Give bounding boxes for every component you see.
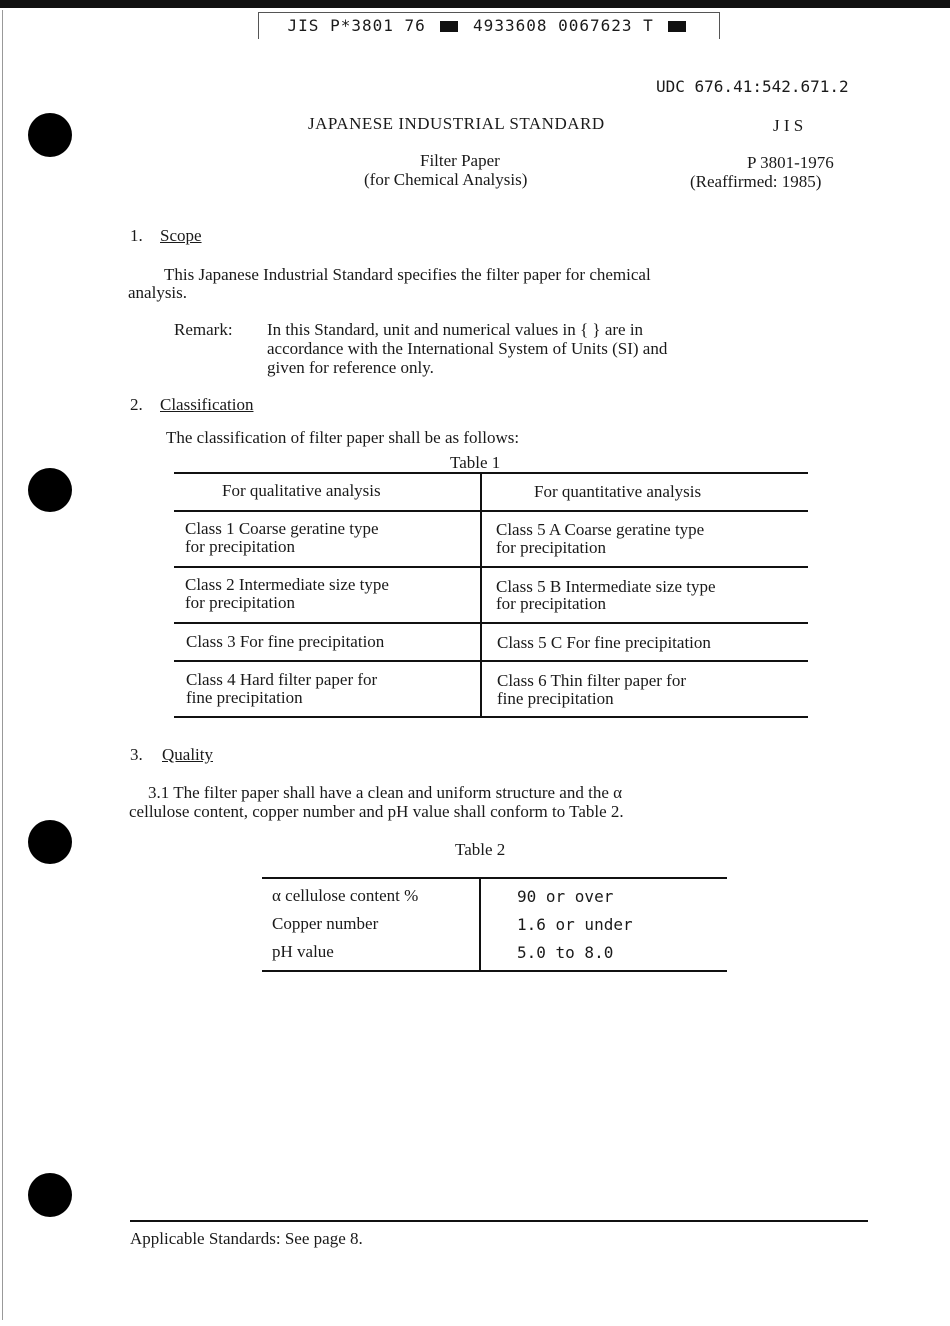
title-line-1: Filter Paper bbox=[420, 151, 500, 170]
quality-paragraph-line-1: 3.1 The filter paper shall have a clean and uniform structure and the α bbox=[148, 783, 623, 802]
table-1-cell: Class 4 Hard filter paper for bbox=[186, 670, 378, 689]
table-1-cell: fine precipitation bbox=[186, 688, 303, 707]
table-1-cell: for precipitation bbox=[185, 593, 295, 612]
remark-line-1: In this Standard, unit and numerical values in { } are in bbox=[267, 320, 644, 339]
section-1-number: 1. bbox=[130, 226, 143, 245]
punch-hole bbox=[28, 820, 72, 864]
table-1-cell: Class 5 B Intermediate size type bbox=[496, 577, 716, 596]
title-line-2: (for Chemical Analysis) bbox=[364, 170, 528, 189]
table-1-cell: for precipitation bbox=[185, 537, 295, 556]
document-code-strip bbox=[258, 12, 720, 39]
page-left-edge bbox=[2, 10, 3, 1320]
table-1-cell: Class 1 Coarse geratine type bbox=[185, 519, 379, 538]
remark-line-2: accordance with the International System of Units (SI) and bbox=[267, 339, 668, 358]
classification-intro: The classification of filter paper shall be as follows: bbox=[166, 428, 520, 447]
remark-line-3: given for reference only. bbox=[267, 358, 434, 377]
redaction-block bbox=[668, 21, 686, 32]
table-1-cell: Class 5 C For fine precipitation bbox=[497, 633, 711, 652]
table-1-row-rule bbox=[174, 622, 808, 624]
table-2-top-rule bbox=[262, 877, 727, 879]
table-1-top-rule bbox=[174, 472, 808, 474]
table-1-header-left: For qualitative analysis bbox=[222, 481, 381, 500]
redaction-block bbox=[440, 21, 458, 32]
table-2-label: Copper number bbox=[272, 914, 379, 933]
table-1-cell: Class 2 Intermediate size type bbox=[185, 575, 389, 594]
table-2-bottom-rule bbox=[262, 970, 727, 972]
table-1-row-rule bbox=[174, 660, 808, 662]
punch-hole bbox=[28, 113, 72, 157]
top-edge-bar bbox=[0, 0, 950, 8]
applicable-standards-note: Applicable Standards: See page 8. bbox=[130, 1229, 363, 1248]
table-2-value: 5.0 to 8.0 bbox=[517, 943, 614, 962]
table-2-value: 1.6 or under bbox=[517, 915, 633, 934]
table-1-cell: for precipitation bbox=[496, 594, 606, 613]
scope-paragraph-line-2: analysis. bbox=[128, 283, 188, 302]
table-2-caption: Table 2 bbox=[455, 840, 506, 859]
table-1-column-divider bbox=[480, 472, 482, 718]
quality-paragraph-line-2: cellulose content, copper number and pH value shall conform to Table 2. bbox=[129, 802, 624, 821]
section-1-title: Scope bbox=[160, 226, 202, 245]
table-2-label: α cellulose content % bbox=[272, 886, 419, 905]
table-1-row-rule bbox=[174, 566, 808, 568]
punch-hole bbox=[28, 1173, 72, 1217]
footer-rule bbox=[130, 1220, 868, 1222]
reaffirmed-note: (Reaffirmed: 1985) bbox=[690, 172, 822, 191]
table-1-cell: Class 5 A Coarse geratine type bbox=[496, 520, 705, 539]
table-1-header-rule bbox=[174, 510, 808, 512]
standard-number: P 3801-1976 bbox=[747, 153, 834, 172]
code-part-2: 4933608 0067623 T bbox=[473, 16, 654, 35]
table-1-caption: Table 1 bbox=[450, 453, 501, 472]
table-1-header-right: For quantitative analysis bbox=[534, 482, 702, 501]
section-3-number: 3. bbox=[130, 745, 143, 764]
section-3-title: Quality bbox=[162, 745, 213, 764]
udc-number: UDC 676.41:542.671.2 bbox=[656, 77, 849, 96]
section-2-number: 2. bbox=[130, 395, 143, 414]
section-2-title: Classification bbox=[160, 395, 254, 414]
code-part-1: JIS P*3801 76 bbox=[287, 16, 426, 35]
scope-paragraph-line-1: This Japanese Industrial Standard specifies the filter paper for chemical bbox=[164, 265, 651, 284]
table-1-cell: Class 3 For fine precipitation bbox=[186, 632, 385, 651]
table-2-label: pH value bbox=[272, 942, 334, 961]
table-1-cell: Class 6 Thin filter paper for bbox=[497, 671, 687, 690]
standard-organization: JAPANESE INDUSTRIAL STANDARD bbox=[308, 114, 605, 133]
punch-hole bbox=[28, 468, 72, 512]
remark-label: Remark: bbox=[174, 320, 233, 339]
table-2-column-divider bbox=[479, 877, 481, 972]
table-1-bottom-rule bbox=[174, 716, 808, 718]
table-2-value: 90 or over bbox=[517, 887, 614, 906]
jis-label: J I S bbox=[773, 116, 804, 135]
table-1-cell: for precipitation bbox=[496, 538, 606, 557]
table-1-cell: fine precipitation bbox=[497, 689, 614, 708]
